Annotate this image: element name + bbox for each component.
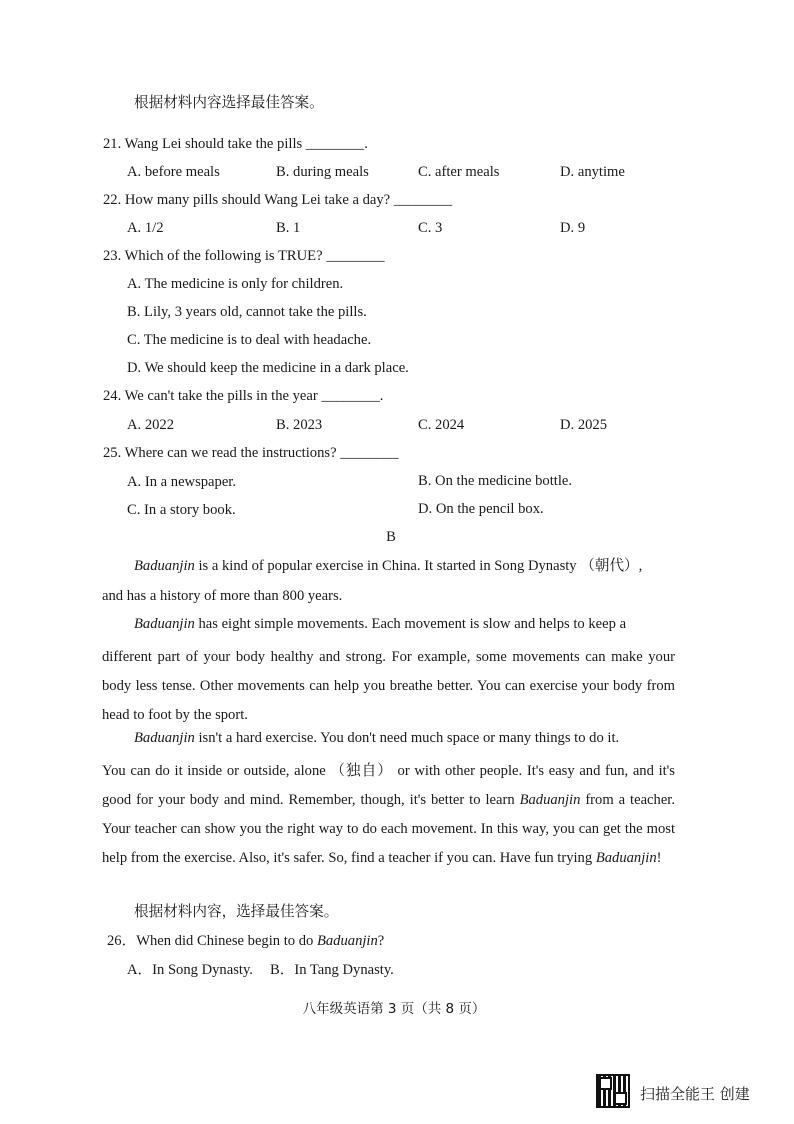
passage-paragraph-2-line-1 <box>134 615 626 633</box>
q24-option-d: D. 2025 <box>560 417 608 433</box>
passage-paragraph-2-body: different part of your body healthy and strong. For example, some movements can make your body less tense. Other movements can help you breathe better. You can exercise your body from head to foot by the sport. <box>102 649 675 723</box>
q21-option-b: B. during meals <box>276 164 369 180</box>
passage-paragraph-1-line-2: and has a history of more than 800 years. <box>102 588 343 604</box>
q26-stem-end: ? <box>377 933 385 949</box>
q25-option-d: D. On the pencil box. <box>418 501 544 517</box>
q22-option-a: A. 1/2 <box>127 220 164 236</box>
keyword-baduanjin: Baduanjin <box>595 850 657 866</box>
q26-stem-text: 26．When did Chinese begin to do <box>107 933 317 949</box>
qr-code-icon <box>596 1074 630 1108</box>
q24-option-c: C. 2024 <box>418 417 465 433</box>
question-22-stem: 22. How many pills should Wang Lei take a day? ________ <box>103 192 453 208</box>
passage-paragraph-1-line-1 <box>134 557 642 575</box>
q22-option-d: D. 9 <box>560 220 586 236</box>
keyword-baduanjin: Baduanjin <box>134 730 195 746</box>
question-21-stem: 21. Wang Lei should take the pills ________. <box>103 136 368 152</box>
paragraph-3-text-a: You can do it inside or outside, alone （独自） or with other people. It's easy and fun, and it's good for your body and mind. Remember, though, it's better to learn <box>102 763 675 808</box>
question-25-stem: 25. Where can we read the instructions? ________ <box>103 445 399 461</box>
q25-option-c: C. In a story book. <box>127 502 236 518</box>
q21-option-c: C. after meals <box>418 164 500 180</box>
passage-paragraph-3-body <box>102 757 675 873</box>
q25-option-a: A. In a newspaper. <box>127 474 237 490</box>
q23-option-a: A. The medicine is only for children. <box>127 276 344 292</box>
question-24-stem: 24. We can't take the pills in the year ________. <box>103 388 384 404</box>
keyword-baduanjin: Baduanjin <box>519 792 581 808</box>
q25-option-b: B. On the medicine bottle. <box>418 473 573 489</box>
q21-option-a: A. before meals <box>127 164 220 180</box>
q22-option-b: B. 1 <box>276 220 301 236</box>
section-a-instruction: 根据材料内容选择最佳答案。 <box>134 95 324 111</box>
keyword-baduanjin: Baduanjin <box>134 558 195 574</box>
q23-option-d: D. We should keep the medicine in a dark place. <box>127 360 409 376</box>
keyword-baduanjin: Baduanjin <box>134 616 195 632</box>
q24-option-b: B. 2023 <box>276 417 323 433</box>
page-footer: 八年级英语第 3 页（共 8 页） <box>302 1001 486 1017</box>
paragraph-2-text: has eight simple movements. Each movement is slow and helps to keep a <box>194 616 627 632</box>
paragraph-3-text-b: from a teacher. Your teacher can show you the right way to do each movement. In this way, you can get the most help from the exercise. Also, it's safer. So, find a teacher if you can. Have fun trying <box>102 792 675 866</box>
q26-option-b: B．In Tang Dynasty. <box>270 962 394 978</box>
q21-option-d: D. anytime <box>560 164 625 180</box>
passage-paragraph-3-line-1 <box>134 729 619 747</box>
paragraph-3-end: ! <box>656 850 662 866</box>
keyword-baduanjin: Baduanjin <box>316 933 378 949</box>
section-b-instruction: 根据材料内容，选择最佳答案。 <box>134 904 339 920</box>
q24-option-a: A. 2022 <box>127 417 175 433</box>
q23-option-c: C. The medicine is to deal with headache. <box>127 332 372 348</box>
section-b-heading: B <box>386 529 396 545</box>
question-23-stem: 23. Which of the following is TRUE? ________ <box>103 248 385 264</box>
paragraph-3-text: isn't a hard exercise. You don't need much space or many things to do it. <box>194 730 620 746</box>
paragraph-1-text: is a kind of popular exercise in China. It started in Song Dynasty （朝代）, <box>194 558 643 574</box>
q22-option-c: C. 3 <box>418 220 443 236</box>
question-26-stem <box>107 932 384 950</box>
q26-option-a: A．In Song Dynasty. <box>127 962 253 978</box>
scanner-watermark: 扫描全能王 创建 <box>640 1085 750 1103</box>
q23-option-b: B. Lily, 3 years old, cannot take the pills. <box>127 304 367 320</box>
